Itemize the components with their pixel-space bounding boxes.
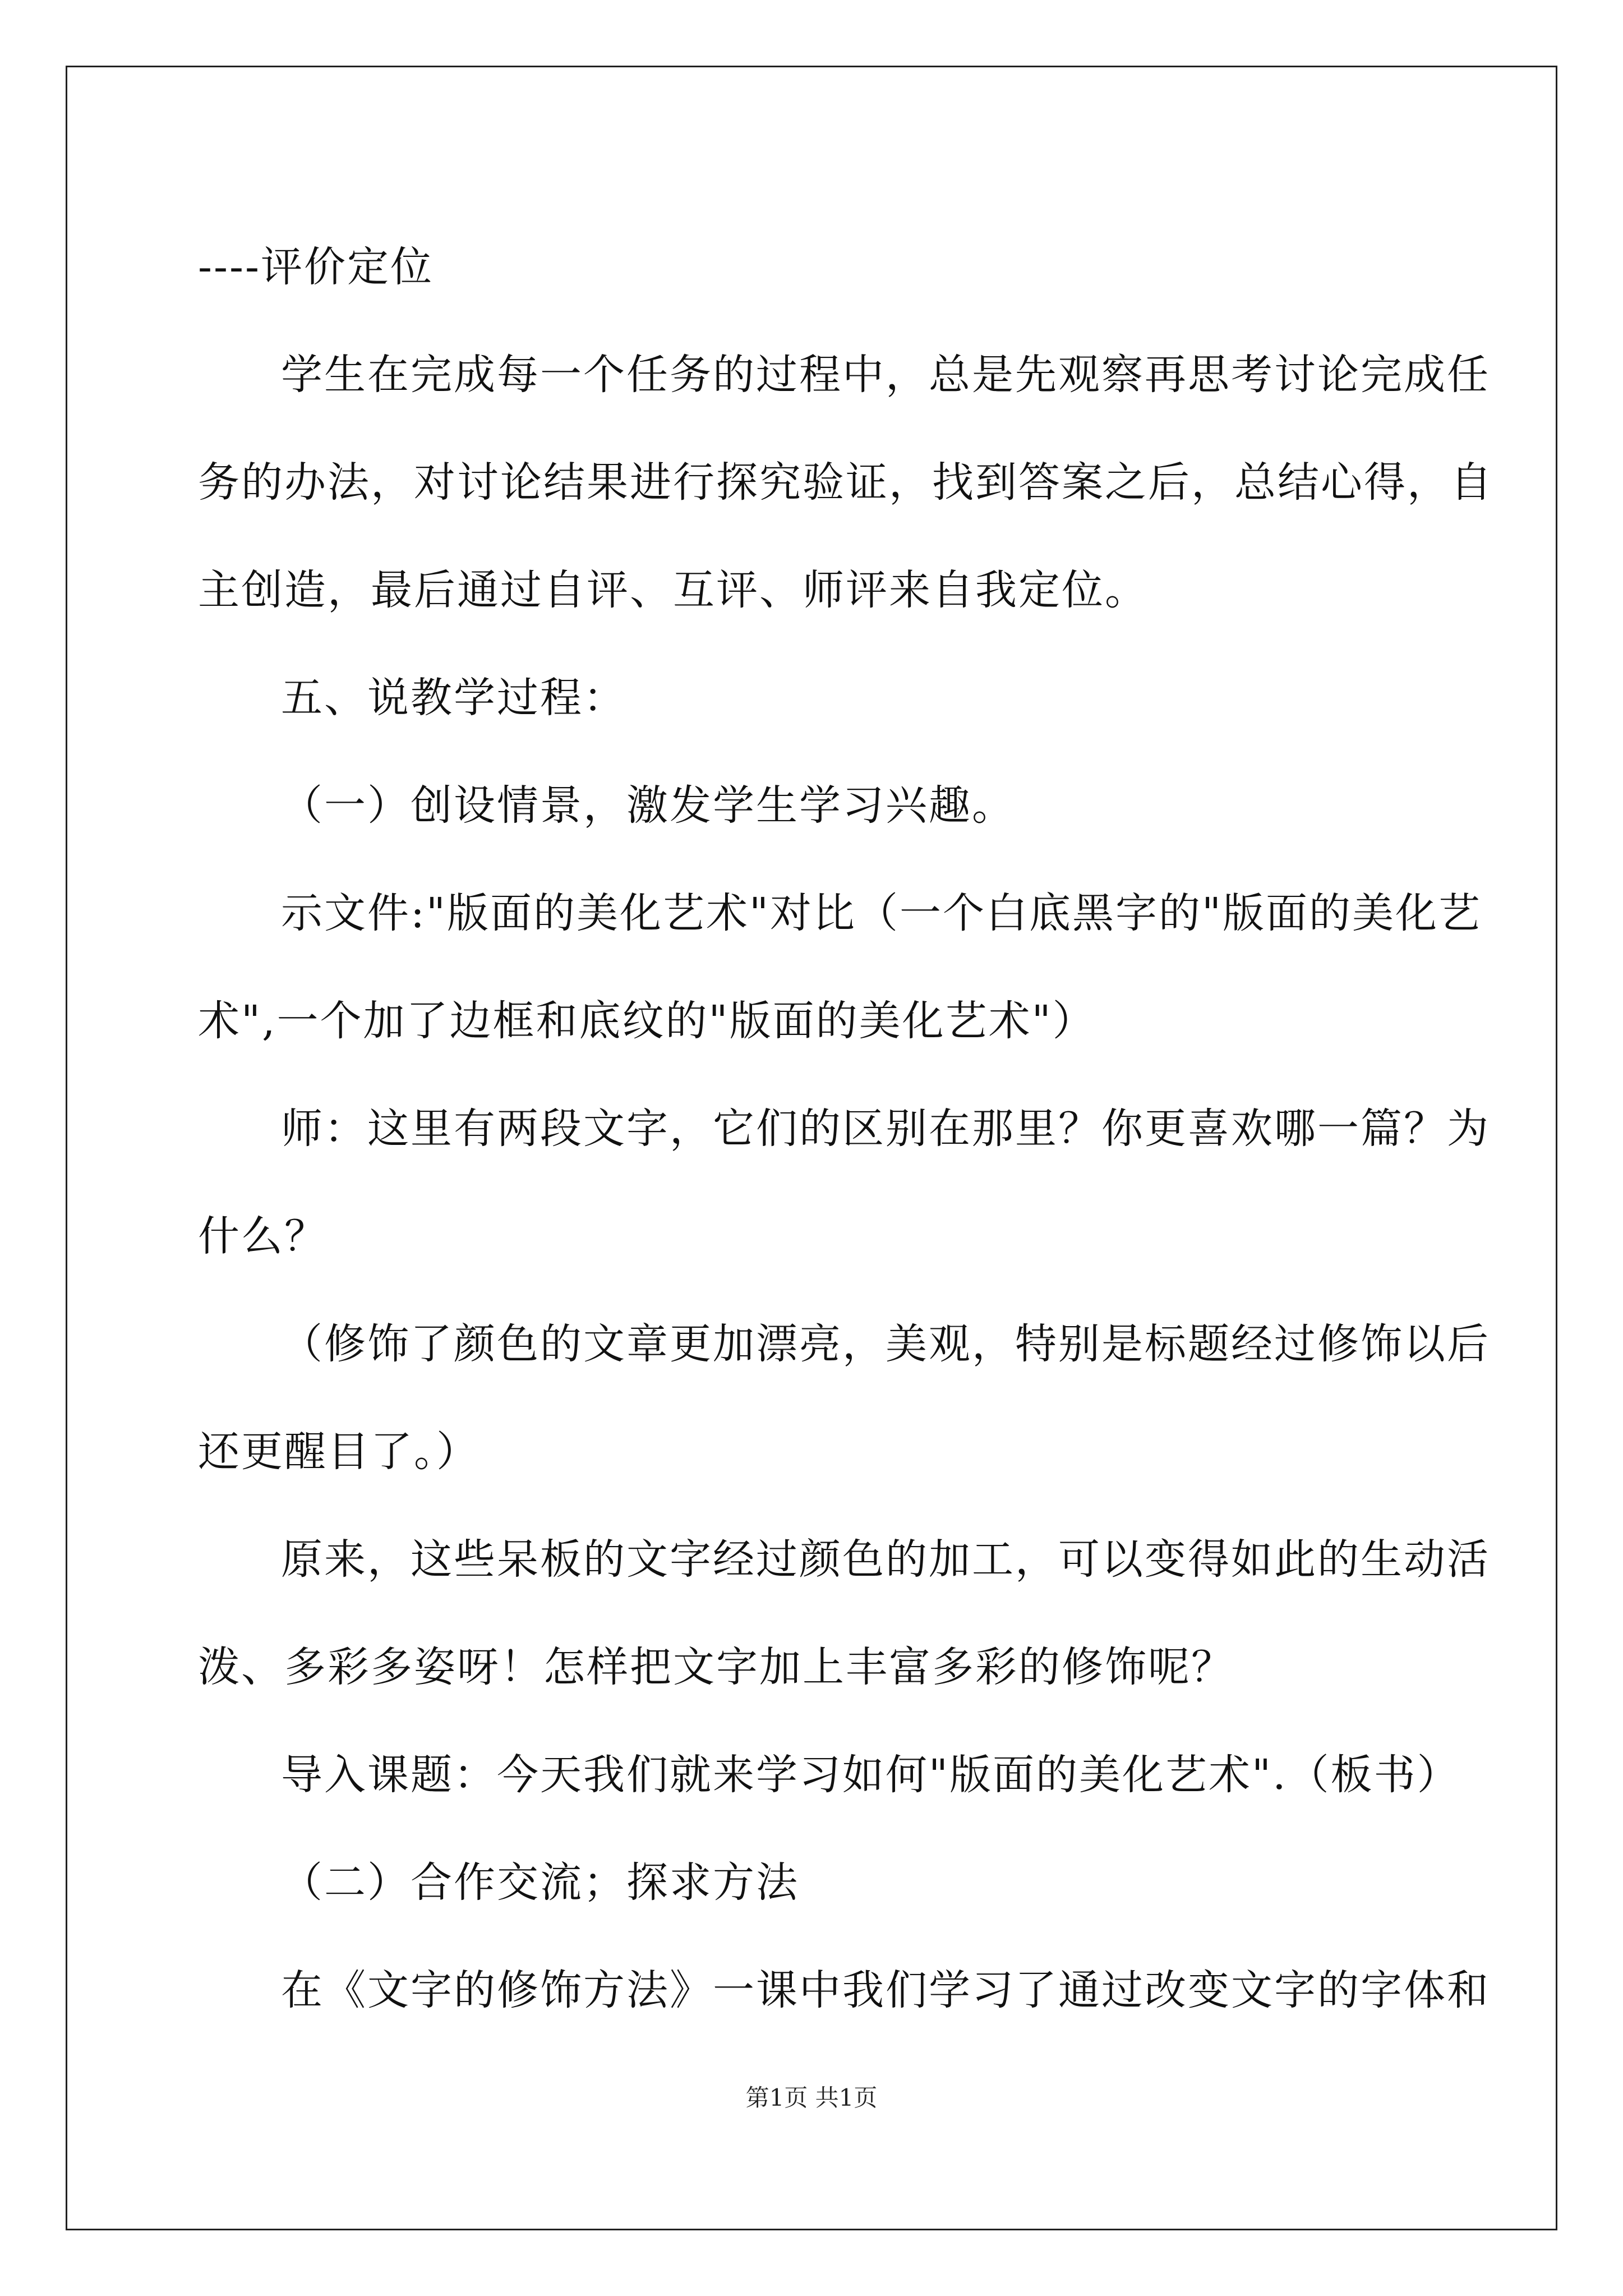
paragraph: 示文件:"版面的美化艺术"对比（一个白底黑字的"版面的美化艺 [281,889,1482,937]
paragraph: 在《文字的修饰方法》一课中我们学习了通过改变文字的字体和 [281,1966,1490,2014]
paragraph: 主创造，最后通过自评、互评、师评来自我定位。 [198,566,1148,614]
paragraph: 原来，这些呆板的文字经过颜色的加工，可以变得如此的生动活 [281,1535,1490,1584]
paragraph: 术",一个加了边框和底纹的"版面的美化艺术"） [198,997,1096,1045]
page-footer: 第1页 共1页 [745,2084,878,2111]
paragraph: 还更醒目了。） [198,1428,479,1476]
paragraph: ----评价定位 [198,243,434,291]
paragraph: 泼、多彩多姿呀！怎样把文字加上丰富多彩的修饰呢？ [198,1643,1234,1691]
section-heading: 五、说教学过程： [281,674,626,722]
document-body [198,213,1493,2044]
paragraph: 务的办法，对讨论结果进行探究验证，找到答案之后，总结心得，自 [198,458,1493,507]
paragraph: 什么？ [198,1212,328,1260]
subsection-heading: （二）合作交流；探求方法 [281,1858,799,1907]
paragraph: 师：这里有两段文字，它们的区别在那里？你更喜欢哪一篇？为 [281,1105,1490,1153]
paragraph: 导入课题：今天我们就来学习如何"版面的美化艺术".（板书） [281,1751,1460,1799]
paragraph: 学生在完成每一个任务的过程中，总是先观察再思考讨论完成任 [281,351,1490,399]
paragraph: （修饰了颜色的文章更加漂亮，美观，特别是标题经过修饰以后 [281,1320,1490,1368]
subsection-heading: （一）创设情景，激发学生学习兴趣。 [281,781,1015,830]
